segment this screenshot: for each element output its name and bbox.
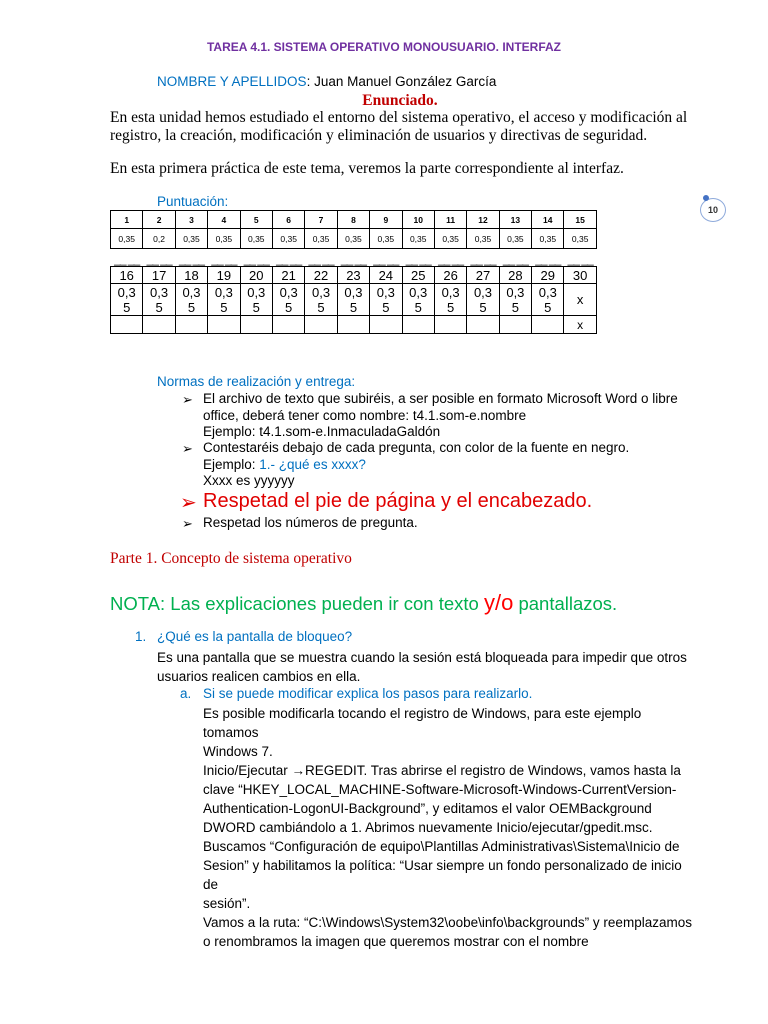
- enunciado-paragraph-1: En esta unidad hemos estudiado el entorno del sistema operativo, el acceso y modificación al registro, la creación, modificación y eliminación de usuarios y directivas de seguridad.: [110, 109, 688, 144]
- question-number-cell: 9: [370, 211, 402, 229]
- norma-item-2-line-1: Contestaréis debajo de cada pregunta, con color de la fuente en negro.: [203, 440, 630, 455]
- norma-item-1-line-3: Ejemplo: t4.1.som-e.InmaculadaGaldón: [203, 424, 441, 439]
- question-number-cell: 14: [532, 211, 564, 229]
- question-points-cell: 0,35: [370, 229, 402, 249]
- question-points-row-1: [111, 229, 597, 249]
- answer-line: Inicio/Ejecutar →REGEDIT. Tras abrirse el registro de Windows, vamos hasta la: [203, 763, 681, 778]
- page-number-badge: 10: [700, 198, 726, 222]
- question-number-cell: 12: [467, 211, 499, 229]
- score-table: [110, 210, 597, 334]
- score-cell: [370, 316, 402, 334]
- question-points-cell: 0,35: [208, 229, 240, 249]
- answer-line: o renombramos la imagen que queremos mostrar con el nombre: [203, 934, 589, 949]
- question-points-cell: 0,3 5: [337, 284, 369, 316]
- question-number-cell: 6: [272, 211, 304, 229]
- question-number-cell: 30: [564, 267, 596, 284]
- answer-line: Es posible modificarla tocando el registro de Windows, para este ejemplo tomamos: [203, 706, 642, 740]
- blank-cell: __ __: [276, 252, 302, 266]
- question-points-cell: 0,3 5: [175, 284, 207, 316]
- question-number-cell: 20: [240, 267, 272, 284]
- question-number-cell: 4: [208, 211, 240, 229]
- question-points-cell: 0,3 5: [208, 284, 240, 316]
- score-cell: [499, 316, 531, 334]
- answer-line: DWORD cambiándolo a 1. Abrimos nuevamente Inicio/ejecutar/gpedit.msc.: [203, 820, 653, 835]
- blank-cell: __ __: [502, 252, 528, 266]
- arrow-bullet-icon-red: ➢: [180, 492, 197, 514]
- answer-line: Authentication-LogonUI-Background”, y editamos el valor OEMBackground: [203, 801, 652, 816]
- score-cell: [337, 316, 369, 334]
- norma-item-4: Respetad los números de pregunta.: [203, 515, 418, 530]
- norma-item-2-answer: Xxxx es yyyyyy: [203, 473, 295, 488]
- question-points-cell: 0,35: [175, 229, 207, 249]
- answer-line: clave “HKEY_LOCAL_MACHINE-Software-Microsoft-Windows-CurrentVersion-: [203, 782, 677, 797]
- blank-cell: __ __: [146, 252, 172, 266]
- question-number-cell: 10: [402, 211, 434, 229]
- question-number-cell: 7: [305, 211, 337, 229]
- score-cell: [272, 316, 304, 334]
- blank-cell: __ __: [567, 252, 593, 266]
- question-points-cell: 0,35: [434, 229, 466, 249]
- question-points-cell: 0,35: [305, 229, 337, 249]
- question-points-cell: 0,35: [402, 229, 434, 249]
- question-points-cell: 0,35: [111, 229, 143, 249]
- score-cell: x: [564, 316, 596, 334]
- question-points-cell: 0,35: [499, 229, 531, 249]
- answer-line: usuarios realicen cambios en ella.: [157, 669, 361, 684]
- question-points-cell: 0,3 5: [467, 284, 499, 316]
- score-cell: [434, 316, 466, 334]
- blank-cell: __ __: [178, 252, 204, 266]
- puntuacion-label: Puntuación:: [157, 194, 229, 209]
- enunciado-heading: Enunciado.: [362, 92, 438, 109]
- question-number-cell: 11: [434, 211, 466, 229]
- answer-line: Windows 7.: [203, 744, 273, 759]
- question-number-cell: 24: [370, 267, 402, 284]
- example-question: 1.- ¿qué es xxxx?: [259, 456, 366, 472]
- answer-line: Sesion” y habilitamos la política: “Usar siempre un fondo personalizado de inicio de: [203, 858, 682, 892]
- enunciado-paragraph-2: En esta primera práctica de este tema, veremos la parte correspondiente al interfaz.: [110, 160, 624, 177]
- score-cell: [208, 316, 240, 334]
- norma-item-1-line-1: El archivo de texto que subiréis, a ser posible en formato Microsoft Word o libre: [203, 391, 678, 406]
- example-label: Ejemplo:: [203, 456, 260, 472]
- arrow-bullet-icon: ➢: [182, 441, 193, 456]
- blank-cell: __ __: [243, 252, 269, 266]
- question-number-cell: 21: [272, 267, 304, 284]
- question-points-cell: 0,35: [564, 229, 596, 249]
- blank-cell: __ __: [438, 252, 464, 266]
- question-1-answer: [157, 648, 697, 686]
- question-points-cell: 0,35: [240, 229, 272, 249]
- norma-item-2-example: [203, 457, 688, 474]
- name-value: : Juan Manuel González García: [306, 74, 497, 89]
- question-points-cell: 0,2: [143, 229, 175, 249]
- parte-1-heading: Parte 1. Concepto de sistema operativo: [110, 550, 352, 567]
- question-1-number: 1.: [135, 629, 147, 644]
- question-number-cell: 25: [402, 267, 434, 284]
- blank-cell: __ __: [470, 252, 496, 266]
- question-number-cell: 17: [143, 267, 175, 284]
- score-cell: [402, 316, 434, 334]
- question-points-cell: 0,35: [532, 229, 564, 249]
- question-points-cell: x: [564, 284, 596, 316]
- norma-item-1: [203, 391, 688, 441]
- question-points-cell: 0,3 5: [532, 284, 564, 316]
- question-number-cell: 15: [564, 211, 596, 229]
- question-points-cell: 0,3 5: [305, 284, 337, 316]
- blank-cell: __ __: [114, 252, 140, 266]
- page-badge-dot: [703, 195, 709, 201]
- question-number-cell: 5: [240, 211, 272, 229]
- question-number-cell: 16: [111, 267, 143, 284]
- question-points-cell: 0,3 5: [143, 284, 175, 316]
- question-numbers-row-2: [111, 267, 597, 284]
- question-points-row-2: [111, 284, 597, 316]
- question-number-cell: 18: [175, 267, 207, 284]
- question-number-cell: 22: [305, 267, 337, 284]
- score-cell: [143, 316, 175, 334]
- question-points-cell: 0,3 5: [370, 284, 402, 316]
- answer-line: sesión”.: [203, 896, 251, 911]
- blank-cell: __ __: [308, 252, 334, 266]
- question-number-cell: 23: [337, 267, 369, 284]
- norma-item-2: [203, 440, 688, 490]
- question-numbers-row-1: [111, 211, 597, 229]
- question-points-cell: 0,3 5: [434, 284, 466, 316]
- arrow-bullet-icon: ➢: [182, 392, 193, 407]
- answer-line: Vamos a la ruta: “C:\Windows\System32\oobe\info\backgrounds” y reemplazamos: [203, 915, 692, 930]
- question-points-cell: 0,35: [272, 229, 304, 249]
- arrow-bullet-icon: ➢: [182, 516, 193, 531]
- sub-question-text: Si se puede modificar explica los pasos para realizarlo.: [203, 686, 533, 701]
- score-row: [111, 316, 597, 334]
- nota-text-a: NOTA: Las explicaciones pueden ir con texto: [110, 593, 484, 614]
- score-cell: [467, 316, 499, 334]
- question-number-cell: 8: [337, 211, 369, 229]
- question-points-cell: 0,3 5: [111, 284, 143, 316]
- sub-question-answer: [203, 704, 693, 951]
- question-number-cell: 2: [143, 211, 175, 229]
- question-number-cell: 13: [499, 211, 531, 229]
- question-number-cell: 19: [208, 267, 240, 284]
- nota-text-b: pantallazos.: [513, 593, 618, 614]
- answer-line: Es una pantalla que se muestra cuando la sesión está bloqueada para impedir que otros: [157, 650, 687, 665]
- score-cell: [240, 316, 272, 334]
- nota-yo: y/o: [483, 590, 514, 615]
- document-title: TAREA 4.1. SISTEMA OPERATIVO MONOUSUARIO. INTERFAZ: [206, 40, 562, 54]
- normas-label: Normas de realización y entrega:: [157, 374, 356, 389]
- question-points-cell: 0,35: [467, 229, 499, 249]
- score-cell: [111, 316, 143, 334]
- question-points-cell: 0,3 5: [499, 284, 531, 316]
- nota-line: [110, 590, 617, 616]
- question-number-cell: 1: [111, 211, 143, 229]
- blank-cell: __ __: [405, 252, 431, 266]
- sub-question-letter: a.: [180, 686, 192, 701]
- blank-row: [111, 249, 597, 267]
- norma-item-1-line-2: office, deberá tener como nombre: t4.1.som-e.nombre: [203, 407, 527, 423]
- student-name-line: [157, 74, 496, 89]
- blank-cell: __ __: [373, 252, 399, 266]
- blank-cell: __ __: [535, 252, 561, 266]
- question-number-cell: 3: [175, 211, 207, 229]
- name-label: NOMBRE Y APELLIDOS: [157, 74, 307, 89]
- question-points-cell: 0,3 5: [272, 284, 304, 316]
- answer-line: Buscamos “Configuración de equipo\Plantillas Administrativas\Sistema\Inicio de: [203, 839, 680, 854]
- question-number-cell: 27: [467, 267, 499, 284]
- score-cell: [532, 316, 564, 334]
- norma-item-3: Respetad el pie de página y el encabezado.: [203, 490, 593, 512]
- score-cell: [305, 316, 337, 334]
- blank-cell: __ __: [211, 252, 237, 266]
- blank-cell: __ __: [340, 252, 366, 266]
- score-cell: [175, 316, 207, 334]
- question-number-cell: 28: [499, 267, 531, 284]
- question-number-cell: 26: [434, 267, 466, 284]
- question-points-cell: 0,3 5: [402, 284, 434, 316]
- question-1-text: ¿Qué es la pantalla de bloqueo?: [157, 629, 353, 644]
- question-points-cell: 0,3 5: [240, 284, 272, 316]
- question-number-cell: 29: [532, 267, 564, 284]
- question-points-cell: 0,35: [337, 229, 369, 249]
